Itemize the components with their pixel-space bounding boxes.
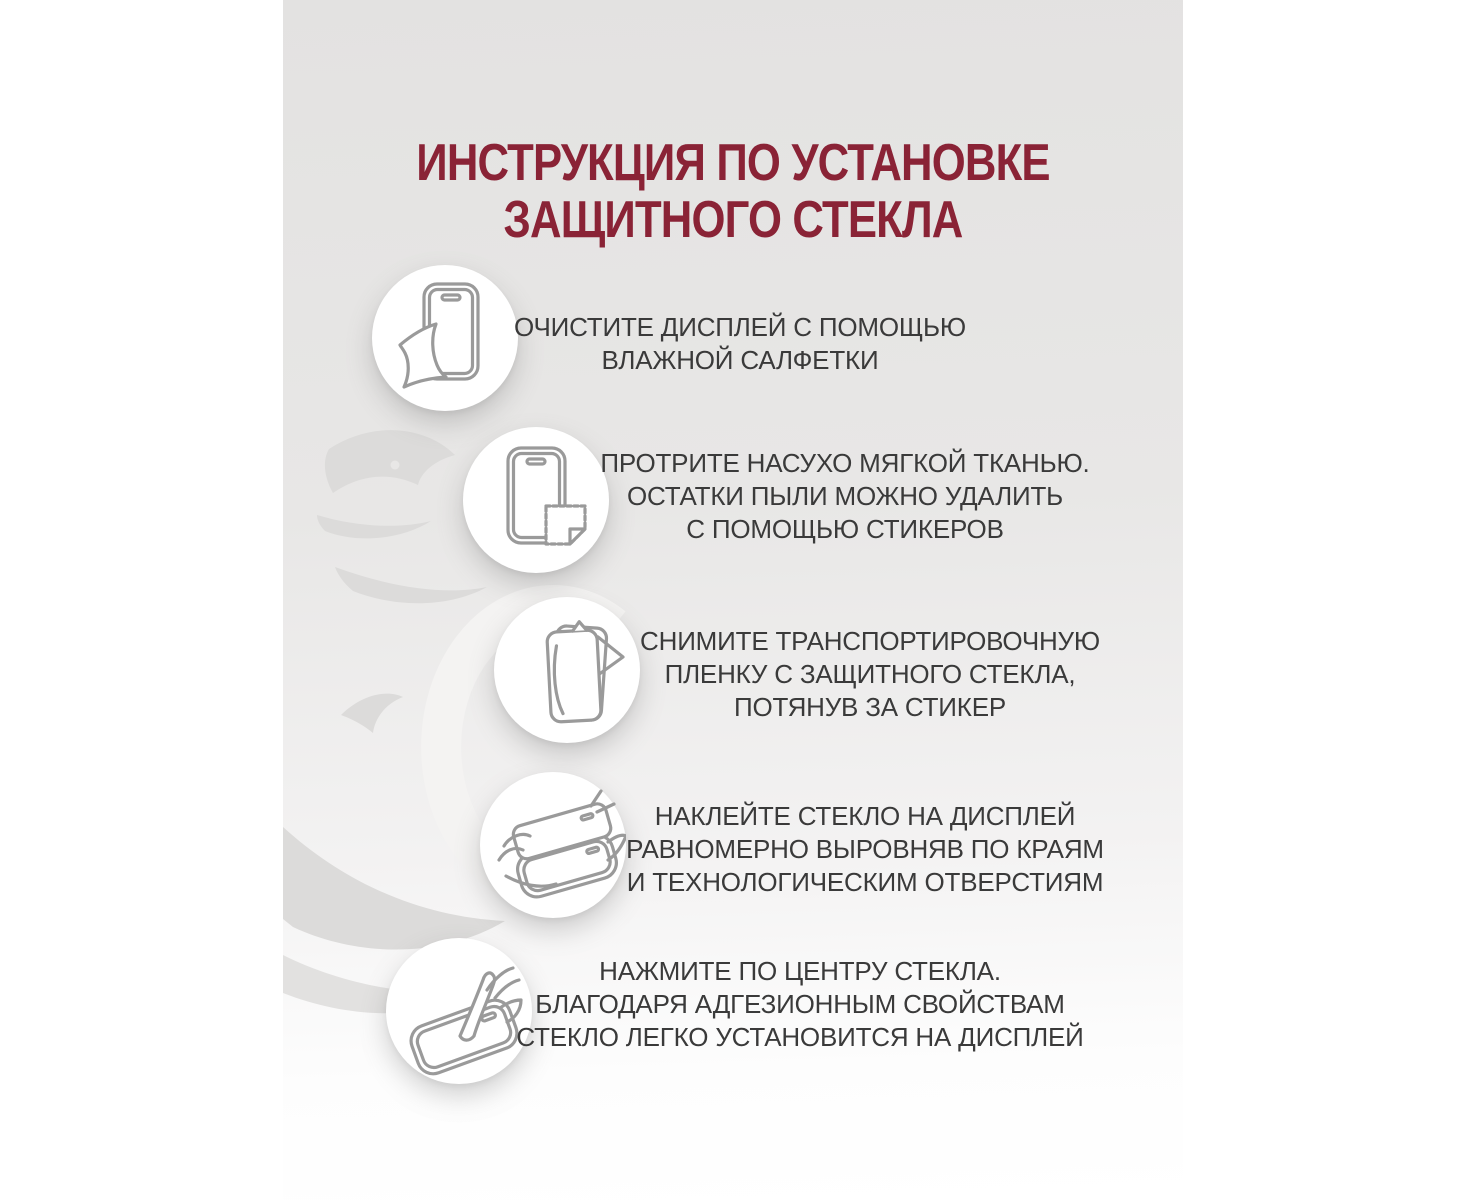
step-5-line-2: БЛАГОДАРЯ АДГЕЗИОННЫМ СВОЙСТВАМ — [535, 989, 1065, 1019]
step-2-line-1: ПРОТРИТЕ НАСУХО МЯГКОЙ ТКАНЬЮ. — [600, 448, 1090, 478]
step-3-text — [570, 625, 1170, 724]
step-4-line-2: РАВНОМЕРНО ВЫРОВНЯВ ПО КРАЯМ — [626, 834, 1104, 864]
step-1-line-1: ОЧИСТИТЕ ДИСПЛЕЙ С ПОМОЩЬЮ — [514, 312, 966, 342]
step-2-line-2: ОСТАТКИ ПЫЛИ МОЖНО УДАЛИТЬ — [627, 481, 1063, 511]
step-2-text — [545, 447, 1145, 546]
page-title-line-2: ЗАЩИТНОГО СТЕКЛА — [503, 190, 963, 249]
poster-content — [283, 0, 1183, 1200]
step-1-text — [440, 311, 1040, 377]
step-3-line-3: ПОТЯНУВ ЗА СТИКЕР — [733, 692, 1007, 722]
step-3-line-1: СНИМИТЕ ТРАНСПОРТИРОВОЧНУЮ — [640, 626, 1100, 656]
page-title-line-1: ИНСТРУКЦИЯ ПО УСТАНОВКЕ — [416, 133, 1050, 192]
page-title — [283, 135, 1183, 249]
step-4-line-3: И ТЕХНОЛОГИЧЕСКИМ ОТВЕРСТИЯМ — [626, 867, 1104, 897]
step-4-line-1: НАКЛЕЙТЕ СТЕКЛО НА ДИСПЛЕЙ — [654, 801, 1076, 831]
step-4-text — [565, 800, 1165, 899]
step-5-text — [500, 955, 1100, 1054]
step-5-line-1: НАЖМИТЕ ПО ЦЕНТРУ СТЕКЛА. — [599, 956, 1001, 986]
step-2-line-3: С ПОМОЩЬЮ СТИКЕРОВ — [686, 514, 1004, 544]
step-1-line-2: ВЛАЖНОЙ САЛФЕТКИ — [601, 345, 879, 375]
step-5-line-3: СТЕКЛО ЛЕГКО УСТАНОВИТСЯ НА ДИСПЛЕЙ — [516, 1022, 1084, 1052]
step-3-line-2: ПЛЕНКУ С ЗАЩИТНОГО СТЕКЛА, — [664, 659, 1076, 689]
